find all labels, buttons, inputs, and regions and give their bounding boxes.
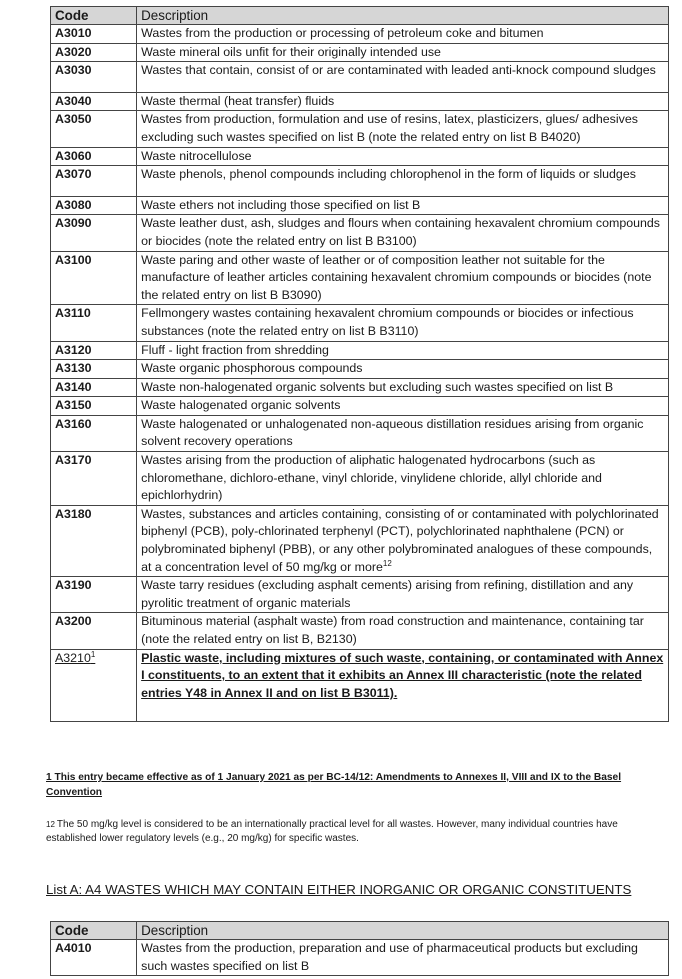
waste-code-cell xyxy=(51,360,137,379)
waste-description-cell xyxy=(137,577,669,613)
waste-description-cell xyxy=(137,415,669,451)
table-row xyxy=(51,341,669,360)
table-header-row xyxy=(51,7,669,25)
waste-description-cell xyxy=(137,166,669,197)
waste-description: Waste mineral oils unfit for their originally intended use xyxy=(141,44,441,59)
waste-code-cell xyxy=(51,147,137,166)
table-row xyxy=(51,251,669,305)
waste-description: Waste organic phosphorous compounds xyxy=(141,361,363,376)
waste-code: A3190 xyxy=(55,578,92,593)
waste-code: A3200 xyxy=(55,614,92,629)
table-row xyxy=(51,215,669,251)
waste-description-cell xyxy=(137,341,669,360)
waste-code: A3020 xyxy=(55,44,92,59)
waste-code: A3170 xyxy=(55,453,92,468)
footnote-12-text: The 50 mg/kg level is considered to be an internationally practical level for all wastes. However, many individual countries have established lower regulatory levels (e.g., 20 mg/kg) for specific wastes. xyxy=(46,819,618,845)
code-column-header: Code xyxy=(51,922,137,940)
footnote-1: 1 This entry became effective as of 1 January 2021 as per BC-14/12: Amendments to Annexes II, VIII and IX to the Basel Convention xyxy=(46,772,622,798)
waste-code-cell xyxy=(51,43,137,62)
table-row xyxy=(51,196,669,215)
waste-code-cell xyxy=(51,215,137,251)
waste-code-cell xyxy=(51,251,137,305)
waste-code: A4010 xyxy=(55,941,92,955)
waste-description-cell xyxy=(137,147,669,166)
waste-code-cell xyxy=(51,397,137,416)
waste-description: Waste phenols, phenol compounds including chlorophenol in the form of liquids or sludges xyxy=(141,167,636,182)
table-row xyxy=(51,940,669,976)
waste-description-cell xyxy=(137,940,669,976)
waste-code: A3040 xyxy=(55,93,92,108)
waste-description: Waste halogenated organic solvents xyxy=(141,398,341,413)
table-row xyxy=(51,452,669,506)
waste-code: A3160 xyxy=(55,416,92,431)
waste-description-cell xyxy=(137,649,669,722)
table-row xyxy=(51,378,669,397)
table-header-row xyxy=(51,922,669,940)
waste-description: Waste halogenated or unhalogenated non-aqueous distillation residues arising from organic solvent recovery operations xyxy=(141,416,644,449)
waste-code-cell xyxy=(51,415,137,451)
table-row xyxy=(51,147,669,166)
waste-description-cell xyxy=(137,43,669,62)
waste-code-cell xyxy=(51,341,137,360)
waste-description-cell xyxy=(137,505,669,576)
table-row xyxy=(51,92,669,111)
waste-code-cell xyxy=(51,166,137,197)
table-row xyxy=(51,415,669,451)
waste-code: A3090 xyxy=(55,216,92,231)
waste-code: A3150 xyxy=(55,398,92,413)
waste-description: Wastes arising from the production of aliphatic halogenated hydrocarbons (such as chloromethane, dichloro-ethane, vinyl chloride, vinylidene chloride, allyl chloride and epichlorhydrin) xyxy=(141,453,602,503)
table-row xyxy=(51,397,669,416)
waste-description: Plastic waste, including mixtures of such waste, containing, or contaminated with Annex I constituents, to an extent that it exhibits an Annex III characteristic (note the related entries Y48 in Annex II and on list B B3011). xyxy=(141,650,664,700)
waste-description: Fluff - light fraction from shredding xyxy=(141,342,329,357)
waste-code-cell xyxy=(51,577,137,613)
waste-code: A3120 xyxy=(55,342,92,357)
waste-code-cell xyxy=(51,92,137,111)
waste-code-cell xyxy=(51,196,137,215)
waste-code-cell xyxy=(51,378,137,397)
waste-code-cell xyxy=(51,649,137,722)
waste-code: A3180 xyxy=(55,506,92,521)
waste-description: Wastes, substances and articles containing, consisting of or contaminated with polychlorinated biphenyl (PCB), poly-chlorinated terphenyl (PCT), polychlorinated naphthalene (PCN) or polybrominated biphenyl (PBB), or any other polybrominated analogues of these compounds, at a concentration level of 50 mg/kg or more xyxy=(141,506,659,574)
a4-wastes-table xyxy=(50,921,669,976)
waste-description-cell xyxy=(137,251,669,305)
waste-code-cell xyxy=(51,305,137,341)
waste-code: A3030 xyxy=(55,63,92,78)
waste-description: Waste nitrocellulose xyxy=(141,148,252,163)
waste-description-cell xyxy=(137,378,669,397)
table-row xyxy=(51,649,669,722)
table-row xyxy=(51,111,669,147)
waste-description: Bituminous material (asphalt waste) from road construction and maintenance, containing tar (note the related entry on list B, B2130) xyxy=(141,614,644,646)
waste-description: Wastes that contain, consist of or are contaminated with leaded anti-knock compound sludges xyxy=(141,63,656,78)
waste-code-cell xyxy=(51,111,137,147)
waste-description-cell xyxy=(137,452,669,506)
waste-description-cell xyxy=(137,111,669,147)
waste-description: Waste paring and other waste of leather or of composition leather not suitable for the manufacture of leather articles containing hexavalent chromium compounds or biocides (note the related entry on list B B3090) xyxy=(141,252,652,302)
table-row xyxy=(51,613,669,649)
table-row xyxy=(51,25,669,44)
waste-code: A3130 xyxy=(55,361,92,376)
waste-description: Waste thermal (heat transfer) fluids xyxy=(141,93,335,108)
waste-code: A3110 xyxy=(55,306,91,321)
waste-code: A3010 xyxy=(55,26,92,40)
waste-code: A3070 xyxy=(55,167,92,182)
waste-description-cell xyxy=(137,613,669,649)
waste-code-cell xyxy=(51,505,137,576)
waste-description: Waste tarry residues (excluding asphalt cements) arising from refining, distillation and any pyrolitic treatment of organic materials xyxy=(141,578,634,610)
table-row xyxy=(51,166,669,197)
waste-code-cell xyxy=(51,62,137,93)
waste-code-cell xyxy=(51,613,137,649)
table-row xyxy=(51,360,669,379)
waste-description: Waste ethers not including those specified on list B xyxy=(141,197,421,212)
waste-description: Wastes from the production or processing of petroleum coke and bitumen xyxy=(141,26,544,40)
table-row xyxy=(51,305,669,341)
table-row xyxy=(51,505,669,576)
waste-description-cell xyxy=(137,305,669,341)
waste-code-cell xyxy=(51,25,137,44)
waste-description: Fellmongery wastes containing hexavalent chromium compounds or biocides or infectious substances (note the related entry on list B B3110) xyxy=(141,306,634,338)
footnote-reference: 1 xyxy=(90,649,96,659)
waste-code: A3060 xyxy=(55,148,92,163)
waste-description-cell xyxy=(137,62,669,93)
waste-description-cell xyxy=(137,397,669,416)
waste-description: Waste non-halogenated organic solvents but excluding such wastes specified on list B xyxy=(141,379,614,394)
table-row xyxy=(51,577,669,613)
waste-description-cell xyxy=(137,25,669,44)
waste-code: A3140 xyxy=(55,379,92,394)
description-column-header: Description xyxy=(137,7,669,25)
waste-code: A3080 xyxy=(55,197,92,212)
table-row xyxy=(51,62,669,93)
waste-code-cell xyxy=(51,452,137,506)
waste-description-cell xyxy=(137,92,669,111)
waste-code: A3050 xyxy=(55,112,92,127)
waste-description: Waste leather dust, ash, sludges and flours when containing hexavalent chromium compounds or biocides (note the related entry on list B B3100) xyxy=(141,216,660,248)
waste-code: A3210 xyxy=(55,650,91,665)
waste-description-cell xyxy=(137,360,669,379)
waste-description-cell xyxy=(137,196,669,215)
table-row xyxy=(51,43,669,62)
waste-description-cell xyxy=(137,215,669,251)
waste-code-cell xyxy=(51,940,137,976)
waste-code: A3100 xyxy=(55,252,92,267)
waste-description: Wastes from the production, preparation and use of pharmaceutical products but excluding such wastes specified on list B xyxy=(141,941,638,973)
footnote-12-mark: 12 xyxy=(46,820,55,829)
section-heading-a4: List A: A4 WASTES WHICH MAY CONTAIN EITHER INORGANIC OR ORGANIC CONSTITUENTS xyxy=(46,882,632,897)
a3-wastes-table xyxy=(50,6,669,722)
waste-description: Wastes from production, formulation and use of resins, latex, plasticizers, glues/ adhesives excluding such wastes specified on list B (note the related entry on list B B4020) xyxy=(141,112,638,144)
footnote-12 xyxy=(46,818,666,846)
code-column-header: Code xyxy=(51,7,137,25)
footnote-reference: 12 xyxy=(382,558,392,568)
description-column-header: Description xyxy=(137,922,669,940)
